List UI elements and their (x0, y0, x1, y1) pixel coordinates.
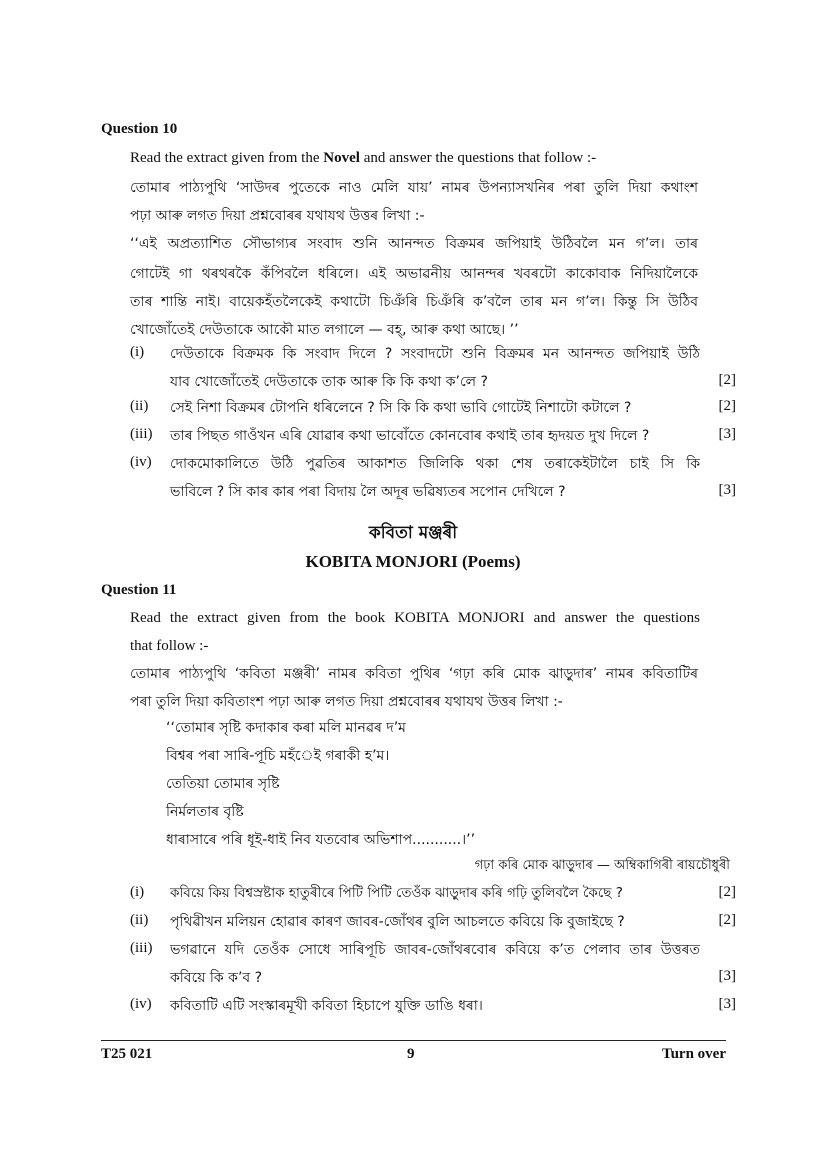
q10-instruction-line: তোমাৰ পাঠ্যপুথি ‘সাউদৰ পুতেকে নাও মেলি যায়’ নামৰ উপন্যাসখনিৰ পৰা তুলি দিয়া কথাংশ (130, 180, 698, 196)
q11-subq-marks: [2] (718, 884, 736, 900)
q10-extract-line: গোটেই গা থৰথৰকৈ কঁপিবলৈ ধৰিলে। এই অভাৱনীয় আনন্দৰ খবৰটো কাকোবাক নিদিয়ালৈকে (130, 266, 698, 282)
q11-subq-text: কবিয়ে কি ক’ব ? (170, 970, 263, 986)
poem-line: নিৰ্মলতাৰ বৃষ্টি (166, 804, 244, 820)
q10-subq-text: ভাবিলে ? সি কাৰ কাৰ পৰা বিদায় লৈ অদূৰ ভৱিষ্যতৰ সপোন দেখিলে ? (170, 484, 566, 500)
poem-line: বিশ্বৰ পৰা সাৰি-পূচি মহঁেই গৰাকী হ’ম। (166, 748, 390, 764)
footer-divider (101, 1040, 726, 1041)
q11-subq-marks: [3] (718, 968, 736, 984)
q10-subq-text: তাৰ পিছত গাওঁখন এৰি যোৱাৰ কথা ভাবোঁতে কোনবোৰ কথাই তাৰ হৃদয়ত দুখ দিলে ? (170, 428, 650, 444)
q10-extract-line: ‘‘এই অপ্ৰত্যাশিত সৌভাগ্যৰ সংবাদ শুনি আনন্দত বিক্ৰমৰ জপিয়াই উঠিবলৈ মন গ’ল। তাৰ (130, 236, 698, 252)
q10-subq-text: দোকমোকালিতে উঠি পুৱতিৰ আকাশত জিলিকি থকা শেষ তৰাকেইটালৈ চাই সি কি (170, 456, 700, 472)
q10-subq-number: (ii) (130, 398, 149, 414)
paper-code: T25 021 (101, 1046, 153, 1062)
q10-instruction-line: পঢ়া আৰু লগত দিয়া প্ৰশ্নবোৰৰ যথাযথ উত্তৰ লিখা :- (130, 208, 425, 224)
q11-subq-number: (ii) (130, 912, 149, 928)
q10-subq-text: সেই নিশা বিক্ৰমৰ টোপনি ধৰিলেনে ? সি কি কি কথা ভাবি গোটেই নিশাটো কটালে ? (170, 400, 632, 416)
question-10-heading: Question 10 (101, 121, 178, 137)
q11-subq-text: ভগৱানে যদি তেওঁক সোধে সাৰিপূচি জাবৰ-জোঁথৰবোৰ কবিয়ে ক’ত পেলাব তাৰ উত্তৰত (170, 942, 700, 958)
poem-line: ধাৰাসাৰে পৰি ধূই-ধাই নিব যতবোৰ অভিশাপ...........।’’ (166, 832, 476, 848)
q11-subq-number: (iii) (130, 940, 153, 956)
q10-subq-text: যাব খোজোঁতেই দেউতাকে তাক আৰু কি কি কথা ক’লে ? (170, 374, 488, 390)
q11-subq-number: (iv) (130, 996, 152, 1012)
q10-extract-line: তাৰ শান্তি নাই। বায়েকহঁতলৈকেই কথাটো চিঞঁৰি চিঞঁৰি ক’বলৈ তাৰ মন গ’ল। কিন্তু সি উঠিব (130, 294, 698, 310)
poem-attribution: গঢ়া কৰি মোক ঝাড়ুদাৰ — অম্বিকাগিৰী ৰায়চৌধুৰী (474, 858, 730, 873)
page-number: 9 (407, 1046, 415, 1062)
q10-subq-number: (i) (130, 344, 145, 360)
q10-subq-marks: [3] (718, 482, 736, 498)
q11-subq-text: কবিতাটি এটি সংস্কাৰমূখী কবিতা হিচাপে যুক্তি ডাঙি ধৰা। (170, 998, 483, 1014)
q11-subq-text: পৃথিৱীখন মলিয়ন হোৱাৰ কাৰণ জাবৰ-জোঁথৰ বুলি আচলতে কবিয়ে কি বুজাইছে ? (170, 914, 625, 930)
q11-instruction-line: পৰা তুলি দিয়া কবিতাংশ পঢ়া আৰু লগত দিয়া প্ৰশ্নবোৰৰ যথাযথ উত্তৰ লিখা :- (130, 694, 563, 710)
poem-line: ‘‘তোমাৰ সৃষ্টি কদাকাৰ কৰা মলি মানৱৰ দ’ম (166, 720, 406, 736)
q10-extract-line: খোজোঁতেই দেউতাকে আকৌ মাত লগালে — বহ্, আৰু কথা আছে। ’’ (130, 322, 519, 338)
poem-line: তেতিয়া তোমাৰ সৃষ্টি (166, 776, 280, 792)
q11-subq-text: কবিয়ে কিয় বিশ্বস্ৰষ্টাক হাতুৰীৰে পিটি পিটি তেওঁক ঝাড়ুদাৰ কৰি গঢ়ি তুলিবলৈ কৈছে ? (170, 885, 623, 901)
turn-over-note: Turn over (661, 1046, 726, 1062)
q10-subq-text: দেউতাকে বিক্ৰমক কি সংবাদ দিলে ? সংবাদটো শুনি বিক্ৰমৰ মন আনন্দত জপিয়াই উঠি (170, 346, 700, 362)
q10-subq-marks: [2] (718, 372, 736, 388)
q11-subq-marks: [3] (718, 996, 736, 1012)
q11-instruction-line: তোমাৰ পাঠ্যপুথি ‘কবিতা মঞ্জৰী’ নামৰ কবিতা পুথিৰ ‘গঢ়া কৰি মোক ঝাড়ুদাৰ’ নামৰ কবিতাটিৰ (130, 666, 698, 682)
q11-subq-marks: [2] (718, 912, 736, 928)
section-title-assamese: কবিতা মঞ্জৰী (368, 523, 458, 543)
q10-subq-number: (iii) (130, 426, 153, 442)
q11-subq-number: (i) (130, 884, 145, 900)
q10-subq-number: (iv) (130, 454, 152, 470)
q10-subq-marks: [3] (718, 426, 736, 442)
question-11-heading: Question 11 (101, 582, 177, 598)
q11-intro-line: that follow :- (130, 638, 209, 654)
q10-subq-marks: [2] (718, 398, 736, 414)
q10-intro: Read the extract given from the Novel and answer the questions that follow :- (130, 150, 597, 166)
section-title-english: KOBITA MONJORI (Poems) (305, 552, 521, 571)
q11-intro-line: Read the extract given from the book KOBITA MONJORI and answer the questions (130, 610, 700, 626)
